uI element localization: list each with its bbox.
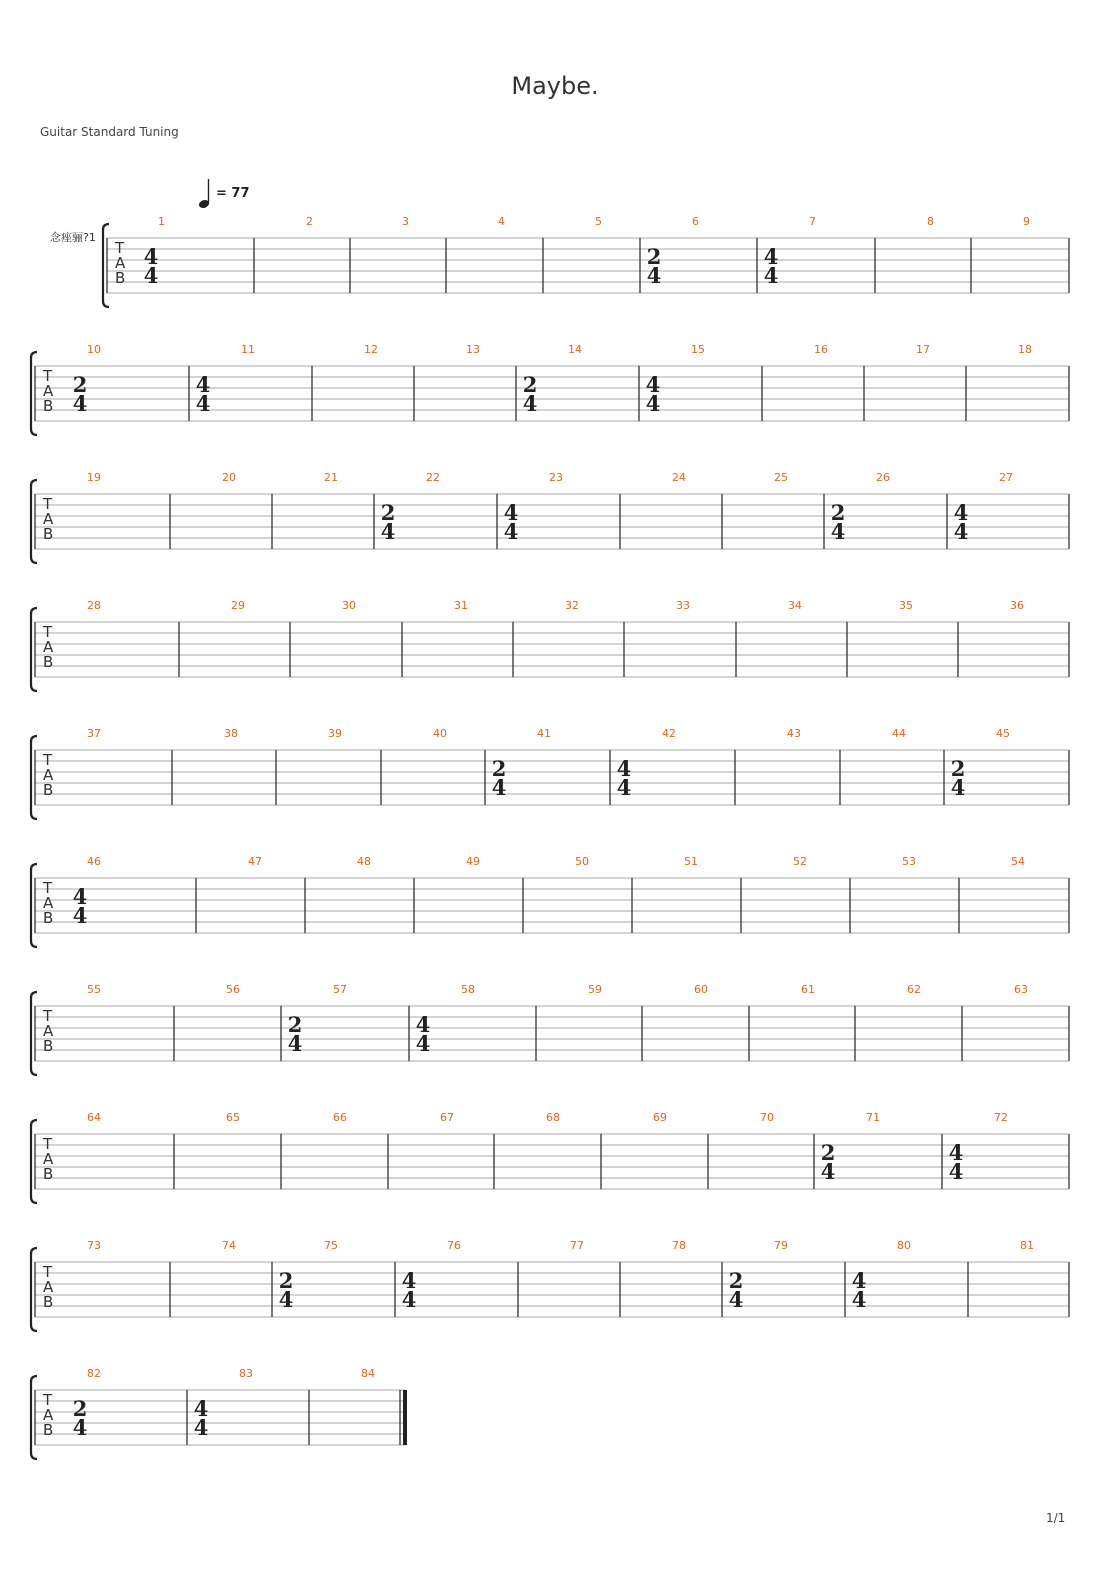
tempo-value: = 77 <box>216 185 250 201</box>
tab-system <box>31 1111 1069 1203</box>
system-bracket <box>31 1120 37 1203</box>
measure-number: 61 <box>801 983 815 996</box>
system-bracket <box>31 608 37 691</box>
measure-number: 19 <box>87 471 101 484</box>
measure-number: 21 <box>324 471 338 484</box>
time-signature-denominator: 4 <box>645 391 661 416</box>
measure-number: 40 <box>433 727 447 740</box>
measure-number: 84 <box>361 1367 375 1380</box>
measure-number: 16 <box>814 343 828 356</box>
measure-number: 69 <box>653 1111 667 1124</box>
tab-clef-letter: T <box>115 239 125 257</box>
time-signature-denominator: 4 <box>287 1031 303 1056</box>
measure-number: 50 <box>575 855 589 868</box>
measure-number: 65 <box>226 1111 240 1124</box>
time-signature-numerator: 2 <box>72 1396 88 1421</box>
tab-system <box>31 983 1069 1075</box>
measure-number: 79 <box>774 1239 788 1252</box>
track-name: 念痤骊?1 <box>50 231 96 244</box>
measure-number: 18 <box>1018 343 1032 356</box>
tab-system <box>31 1239 1069 1331</box>
measure-number: 68 <box>546 1111 560 1124</box>
measure-number: 35 <box>899 599 913 612</box>
measure-number: 20 <box>222 471 236 484</box>
tab-clef-letter: B <box>43 909 54 927</box>
measure-number: 73 <box>87 1239 101 1252</box>
time-signature-numerator: 4 <box>645 372 661 397</box>
measure-number: 56 <box>226 983 240 996</box>
measure-number: 15 <box>691 343 705 356</box>
tab-clef-letter: T <box>43 1135 53 1153</box>
measure-number: 78 <box>672 1239 686 1252</box>
measure-number: 32 <box>565 599 579 612</box>
measure-number: 71 <box>866 1111 880 1124</box>
tuning-label: Guitar Standard Tuning <box>40 125 179 139</box>
measure-number: 47 <box>248 855 262 868</box>
measure-number: 29 <box>231 599 245 612</box>
measure-number: 45 <box>996 727 1010 740</box>
tab-clef-letter: B <box>43 1037 54 1055</box>
tab-clef-letter: T <box>43 1263 53 1281</box>
measure-number: 46 <box>87 855 101 868</box>
time-signature-denominator: 4 <box>72 391 88 416</box>
measure-number: 31 <box>454 599 468 612</box>
measure-number: 60 <box>694 983 708 996</box>
measure-number: 82 <box>87 1367 101 1380</box>
tab-system <box>31 471 1069 563</box>
measure-number: 39 <box>328 727 342 740</box>
system-bracket <box>31 480 37 563</box>
time-signature-denominator: 4 <box>491 775 507 800</box>
time-signature-numerator: 4 <box>953 500 969 525</box>
measure-number: 75 <box>324 1239 338 1252</box>
time-signature-denominator: 4 <box>763 263 779 288</box>
time-signature-numerator: 4 <box>72 884 88 909</box>
time-signature-numerator: 2 <box>950 756 966 781</box>
tab-clef-letter: B <box>43 1293 54 1311</box>
tab-clef-letter: A <box>43 1278 54 1296</box>
tab-clef-letter: A <box>43 1406 54 1424</box>
measure-number: 72 <box>994 1111 1008 1124</box>
time-signature-numerator: 4 <box>193 1396 209 1421</box>
tab-system <box>31 727 1069 819</box>
measure-number: 76 <box>447 1239 461 1252</box>
measure-number: 77 <box>570 1239 584 1252</box>
measure-number: 33 <box>676 599 690 612</box>
time-signature-numerator: 4 <box>143 244 159 269</box>
measure-number: 1 <box>158 215 165 228</box>
time-signature-denominator: 4 <box>522 391 538 416</box>
time-signature-denominator: 4 <box>646 263 662 288</box>
tab-clef-letter: T <box>43 751 53 769</box>
time-signature-denominator: 4 <box>616 775 632 800</box>
measure-number: 5 <box>595 215 602 228</box>
tab-clef-letter: T <box>43 879 53 897</box>
measure-number: 63 <box>1014 983 1028 996</box>
tab-clef-letter: B <box>43 1165 54 1183</box>
system-bracket <box>31 736 37 819</box>
measure-number: 70 <box>760 1111 774 1124</box>
measure-number: 24 <box>672 471 686 484</box>
measure-number: 66 <box>333 1111 347 1124</box>
time-signature-denominator: 4 <box>193 1415 209 1440</box>
tab-clef-letter: A <box>43 894 54 912</box>
measure-number: 48 <box>357 855 371 868</box>
measure-number: 51 <box>684 855 698 868</box>
tab-clef-letter: A <box>43 638 54 656</box>
measure-number: 54 <box>1011 855 1025 868</box>
time-signature-denominator: 4 <box>503 519 519 544</box>
time-signature-numerator: 4 <box>616 756 632 781</box>
measure-number: 27 <box>999 471 1013 484</box>
measure-number: 44 <box>892 727 906 740</box>
time-signature-denominator: 4 <box>830 519 846 544</box>
measure-number: 81 <box>1020 1239 1034 1252</box>
measure-number: 14 <box>568 343 582 356</box>
measure-number: 11 <box>241 343 255 356</box>
time-signature-numerator: 2 <box>728 1268 744 1293</box>
time-signature-denominator: 4 <box>72 903 88 928</box>
system-bracket <box>31 992 37 1075</box>
measure-number: 3 <box>402 215 409 228</box>
time-signature-denominator: 4 <box>380 519 396 544</box>
tab-clef-letter: A <box>43 510 54 528</box>
system-bracket <box>31 1376 37 1459</box>
tab-clef-letter: A <box>115 254 126 272</box>
time-signature-numerator: 2 <box>820 1140 836 1165</box>
measure-number: 67 <box>440 1111 454 1124</box>
time-signature-numerator: 4 <box>948 1140 964 1165</box>
measure-number: 7 <box>809 215 816 228</box>
tab-clef-letter: B <box>43 397 54 415</box>
tab-clef-letter: T <box>43 623 53 641</box>
tab-clef-letter: T <box>43 495 53 513</box>
measure-number: 30 <box>342 599 356 612</box>
tab-clef-letter: A <box>43 1150 54 1168</box>
measure-number: 23 <box>549 471 563 484</box>
measure-number: 74 <box>222 1239 236 1252</box>
tab-clef-letter: T <box>43 1391 53 1409</box>
measure-number: 55 <box>87 983 101 996</box>
time-signature-numerator: 4 <box>195 372 211 397</box>
time-signature-denominator: 4 <box>278 1287 294 1312</box>
measure-number: 26 <box>876 471 890 484</box>
time-signature-numerator: 4 <box>763 244 779 269</box>
measure-number: 42 <box>662 727 676 740</box>
measure-number: 80 <box>897 1239 911 1252</box>
tab-clef-letter: A <box>43 1022 54 1040</box>
measure-number: 10 <box>87 343 101 356</box>
time-signature-denominator: 4 <box>143 263 159 288</box>
tab-clef-letter: B <box>43 1421 54 1439</box>
measure-number: 34 <box>788 599 802 612</box>
measure-number: 28 <box>87 599 101 612</box>
measure-number: 36 <box>1010 599 1024 612</box>
tab-system <box>31 855 1069 947</box>
time-signature-numerator: 2 <box>278 1268 294 1293</box>
measure-number: 57 <box>333 983 347 996</box>
time-signature-numerator: 2 <box>287 1012 303 1037</box>
system-bracket <box>31 1248 37 1331</box>
measure-number: 49 <box>466 855 480 868</box>
page-number: 1/1 <box>1046 1511 1066 1525</box>
measure-number: 12 <box>364 343 378 356</box>
time-signature-numerator: 4 <box>851 1268 867 1293</box>
measure-number: 62 <box>907 983 921 996</box>
tab-clef-letter: A <box>43 382 54 400</box>
measure-number: 8 <box>927 215 934 228</box>
time-signature-denominator: 4 <box>415 1031 431 1056</box>
measure-number: 64 <box>87 1111 101 1124</box>
measure-number: 52 <box>793 855 807 868</box>
tab-clef-letter: T <box>43 367 53 385</box>
measure-number: 22 <box>426 471 440 484</box>
time-signature-numerator: 4 <box>415 1012 431 1037</box>
time-signature-numerator: 4 <box>401 1268 417 1293</box>
measure-number: 9 <box>1023 215 1030 228</box>
tab-system <box>50 215 1069 307</box>
measure-number: 6 <box>692 215 699 228</box>
time-signature-denominator: 4 <box>72 1415 88 1440</box>
measure-number: 58 <box>461 983 475 996</box>
measure-number: 2 <box>306 215 313 228</box>
time-signature-denominator: 4 <box>851 1287 867 1312</box>
measure-number: 83 <box>239 1367 253 1380</box>
time-signature-numerator: 4 <box>503 500 519 525</box>
system-bracket <box>103 224 109 307</box>
time-signature-numerator: 2 <box>830 500 846 525</box>
time-signature-numerator: 2 <box>522 372 538 397</box>
tab-system <box>31 599 1069 691</box>
time-signature-numerator: 2 <box>646 244 662 269</box>
measure-number: 25 <box>774 471 788 484</box>
time-signature-denominator: 4 <box>728 1287 744 1312</box>
system-bracket <box>31 864 37 947</box>
time-signature-numerator: 2 <box>72 372 88 397</box>
time-signature-denominator: 4 <box>401 1287 417 1312</box>
time-signature-denominator: 4 <box>953 519 969 544</box>
measure-number: 38 <box>224 727 238 740</box>
tab-clef-letter: B <box>43 653 54 671</box>
tab-system <box>31 343 1069 435</box>
tab-clef-letter: T <box>43 1007 53 1025</box>
time-signature-denominator: 4 <box>820 1159 836 1184</box>
system-bracket <box>31 352 37 435</box>
time-signature-numerator: 2 <box>491 756 507 781</box>
tab-clef-letter: B <box>43 781 54 799</box>
tab-clef-letter: B <box>43 525 54 543</box>
time-signature-denominator: 4 <box>195 391 211 416</box>
tab-clef-letter: A <box>43 766 54 784</box>
tab-clef-letter: B <box>115 269 126 287</box>
time-signature-denominator: 4 <box>950 775 966 800</box>
tab-system <box>31 1367 406 1459</box>
time-signature-numerator: 2 <box>380 500 396 525</box>
song-title: Maybe. <box>511 72 599 100</box>
measure-number: 37 <box>87 727 101 740</box>
measure-number: 13 <box>466 343 480 356</box>
measure-number: 17 <box>916 343 930 356</box>
measure-number: 43 <box>787 727 801 740</box>
time-signature-denominator: 4 <box>948 1159 964 1184</box>
measure-number: 53 <box>902 855 916 868</box>
measure-number: 4 <box>498 215 505 228</box>
measure-number: 59 <box>588 983 602 996</box>
measure-number: 41 <box>537 727 551 740</box>
